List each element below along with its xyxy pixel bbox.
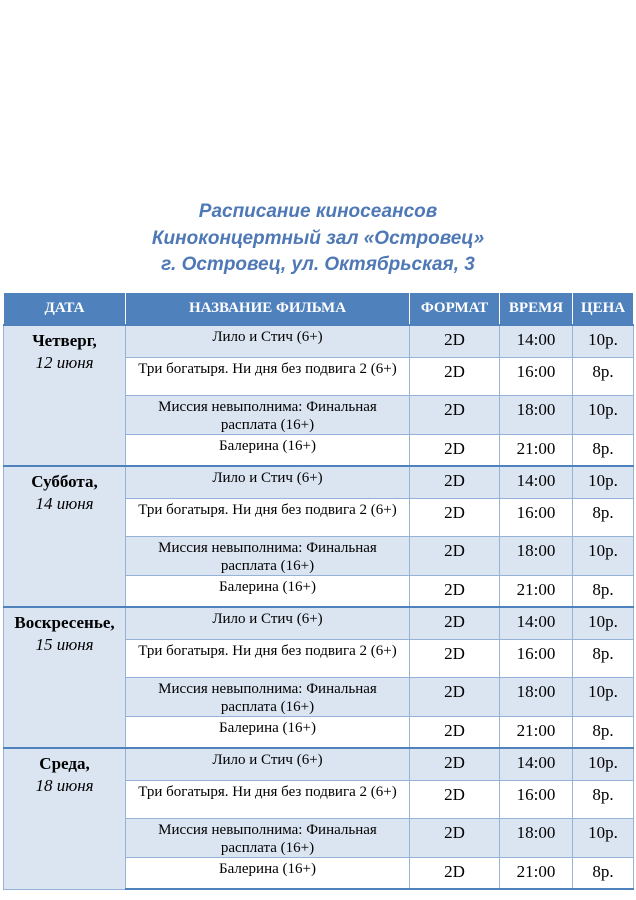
session-format: 2D <box>410 678 500 717</box>
day-group <box>4 325 634 466</box>
session-price: 8р. <box>573 781 634 819</box>
day-group <box>4 466 634 607</box>
session-time: 21:00 <box>500 858 573 890</box>
header-address: г. Островец, ул. Октябрьская, 3 <box>161 254 475 275</box>
session-price: 8р. <box>573 858 634 890</box>
table-row <box>4 466 634 499</box>
session-price: 10р. <box>573 819 634 858</box>
session-format: 2D <box>410 576 500 608</box>
session-format: 2D <box>410 717 500 749</box>
session-format: 2D <box>410 435 500 467</box>
day-cell <box>4 607 126 748</box>
film-title: Три богатыря. Ни дня без подвига 2 (6+) <box>126 499 410 537</box>
session-time: 14:00 <box>500 466 573 499</box>
header-venue: Киноконцертный зал «Островец» <box>151 227 485 249</box>
column-header-price: ЦЕНА <box>573 293 634 325</box>
session-time: 16:00 <box>500 640 573 678</box>
day-date: 12 июня <box>35 353 94 372</box>
session-price: 10р. <box>573 396 634 435</box>
session-time: 16:00 <box>500 499 573 537</box>
session-time: 14:00 <box>500 325 573 358</box>
session-price: 10р. <box>573 678 634 717</box>
session-time: 21:00 <box>500 576 573 608</box>
film-title: Балерина (16+) <box>126 435 410 467</box>
day-name: Среда, <box>39 754 90 773</box>
session-time: 16:00 <box>500 781 573 819</box>
session-format: 2D <box>410 325 500 358</box>
session-time: 18:00 <box>500 819 573 858</box>
session-time: 21:00 <box>500 435 573 467</box>
day-cell <box>4 466 126 607</box>
session-price: 10р. <box>573 325 634 358</box>
table-row <box>4 607 634 640</box>
session-time: 14:00 <box>500 748 573 781</box>
table-row <box>4 325 634 358</box>
film-title: Три богатыря. Ни дня без подвига 2 (6+) <box>126 781 410 819</box>
session-price: 8р. <box>573 717 634 749</box>
schedule-header <box>0 199 636 279</box>
film-title: Лило и Стич (6+) <box>126 325 410 358</box>
day-cell <box>4 325 126 466</box>
session-format: 2D <box>410 748 500 781</box>
film-title: Балерина (16+) <box>126 576 410 608</box>
film-title: Лило и Стич (6+) <box>126 748 410 781</box>
film-title: Миссия невыполнима: Финальная расплата (16+) <box>126 537 410 576</box>
day-cell <box>4 748 126 889</box>
day-name: Четверг, <box>32 331 97 350</box>
film-title: Миссия невыполнима: Финальная расплата (16+) <box>126 678 410 717</box>
session-price: 8р. <box>573 499 634 537</box>
session-price: 8р. <box>573 358 634 396</box>
session-price: 10р. <box>573 607 634 640</box>
session-time: 18:00 <box>500 678 573 717</box>
session-format: 2D <box>410 781 500 819</box>
session-time: 14:00 <box>500 607 573 640</box>
film-title: Три богатыря. Ни дня без подвига 2 (6+) <box>126 640 410 678</box>
session-format: 2D <box>410 858 500 890</box>
session-price: 10р. <box>573 748 634 781</box>
table-header-row <box>4 293 634 325</box>
column-header-time: ВРЕМЯ <box>500 293 573 325</box>
film-title: Миссия невыполнима: Финальная расплата (16+) <box>126 819 410 858</box>
day-group <box>4 748 634 889</box>
session-format: 2D <box>410 466 500 499</box>
session-price: 8р. <box>573 435 634 467</box>
session-format: 2D <box>410 358 500 396</box>
day-date: 18 июня <box>35 776 94 795</box>
day-date: 14 июня <box>35 494 94 513</box>
film-title: Лило и Стич (6+) <box>126 607 410 640</box>
schedule-table <box>3 293 634 890</box>
session-price: 8р. <box>573 640 634 678</box>
session-format: 2D <box>410 537 500 576</box>
table-row <box>4 748 634 781</box>
session-time: 18:00 <box>500 537 573 576</box>
session-price: 8р. <box>573 576 634 608</box>
day-name: Суббота, <box>31 472 98 491</box>
film-title: Балерина (16+) <box>126 858 410 890</box>
film-title: Лило и Стич (6+) <box>126 466 410 499</box>
day-group <box>4 607 634 748</box>
session-format: 2D <box>410 640 500 678</box>
day-name: Воскресенье, <box>14 613 115 632</box>
session-format: 2D <box>410 499 500 537</box>
session-time: 21:00 <box>500 717 573 749</box>
session-price: 10р. <box>573 537 634 576</box>
film-title: Три богатыря. Ни дня без подвига 2 (6+) <box>126 358 410 396</box>
column-header-format: ФОРМАТ <box>410 293 500 325</box>
session-format: 2D <box>410 396 500 435</box>
column-header-date: ДАТА <box>4 293 126 325</box>
session-time: 18:00 <box>500 396 573 435</box>
film-title: Миссия невыполнима: Финальная расплата (16+) <box>126 396 410 435</box>
session-time: 16:00 <box>500 358 573 396</box>
session-format: 2D <box>410 607 500 640</box>
header-title: Расписание киносеансов <box>198 201 438 222</box>
session-price: 10р. <box>573 466 634 499</box>
film-title: Балерина (16+) <box>126 717 410 749</box>
day-date: 15 июня <box>35 635 94 654</box>
column-header-film: НАЗВАНИЕ ФИЛЬМА <box>126 293 410 325</box>
session-format: 2D <box>410 819 500 858</box>
